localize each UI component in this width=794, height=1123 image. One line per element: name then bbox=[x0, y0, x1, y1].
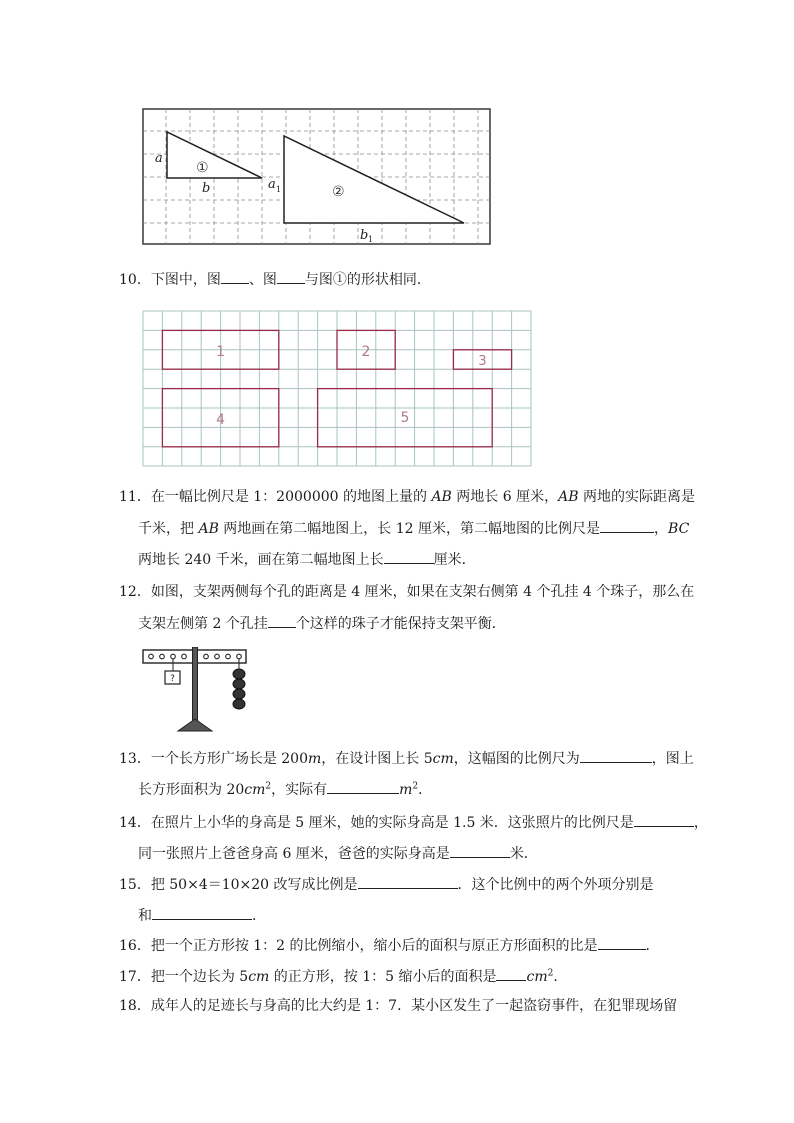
stand-base bbox=[178, 719, 212, 731]
question-15-line-1: 15．把 50×4＝10×20 改写成比例是 ．这个比例中的两个外项分别是 bbox=[119, 874, 654, 895]
question-11-line-1: 11．在一幅比例尺是 1：2000000 的地图上量的 AB 两地长 6 厘米，AB 两地的实际距离是 bbox=[119, 489, 695, 505]
question-17: 17．把一个边长为 5cm 的正方形，按 1：5 缩小后的面积是 $cm^2$． bbox=[119, 966, 567, 987]
question-18-line-1: 18．成年人的足迹长与身高的比大约是 1：7．某小区发生了一起盗窃事件，在犯罪现场留 bbox=[119, 998, 678, 1014]
answer-blank[interactable] bbox=[496, 966, 526, 981]
rect-label-1: 1 bbox=[216, 344, 226, 360]
question-12-line-1: 12．如图，支架两侧每个孔的距离是 4 厘米，如果在支架右侧第 4 个孔挂 4 个珠子，那么在 bbox=[119, 584, 695, 600]
question-10: 10．下图中，图 、图 与图①的形状相同． bbox=[119, 269, 431, 290]
rectangle-grid-figure bbox=[142, 310, 534, 468]
label-b1-sub: 1 bbox=[368, 235, 374, 244]
rect-label-2: 2 bbox=[361, 344, 371, 360]
answer-blank[interactable] bbox=[277, 269, 305, 284]
triangle-2-number: ② bbox=[332, 184, 345, 200]
label-a1: a bbox=[268, 177, 276, 192]
answer-blank[interactable] bbox=[384, 549, 434, 564]
balance-stand-figure bbox=[142, 647, 248, 733]
stand-pole bbox=[193, 647, 198, 725]
label-b: b bbox=[202, 181, 211, 196]
question-13-line-1: 13．一个长方形广场长是 200m，在设计图上长 5cm，这幅图的比例尺为 ，图上 bbox=[119, 748, 694, 769]
question-15-line-2: 和 ． bbox=[138, 905, 266, 926]
question-12-line-2: 支架左侧第 2 个孔挂 个这样的珠子才能保持支架平衡． bbox=[138, 613, 506, 634]
answer-blank[interactable] bbox=[358, 874, 458, 889]
answer-blank[interactable] bbox=[268, 613, 296, 628]
question-13-line-2: 长方形面积为 $20cm^2$，实际有 $m^2$． bbox=[138, 779, 432, 800]
answer-blank[interactable] bbox=[221, 269, 249, 284]
answer-blank[interactable] bbox=[327, 779, 399, 794]
rect-label-3: 3 bbox=[478, 354, 487, 369]
question-16: 16．把一个正方形按 1：2 的比例缩小，缩小后的面积与原正方形面积的比是 ． bbox=[119, 935, 660, 956]
rect-label-5: 5 bbox=[400, 410, 410, 426]
answer-blank[interactable] bbox=[600, 518, 654, 533]
question-11-line-3: 两地长 240 千米，画在第二幅地图上长 厘米． bbox=[138, 549, 476, 570]
answer-blank[interactable] bbox=[450, 843, 510, 858]
answer-blank[interactable] bbox=[634, 812, 694, 827]
unknown-box-label: ? bbox=[170, 674, 175, 684]
triangle-1-number: ① bbox=[196, 160, 209, 176]
label-a1-sub: 1 bbox=[276, 185, 282, 194]
question-14-line-2: 同一张照片上爸爸身高 6 厘米，爸爸的实际身高是 米． bbox=[138, 843, 538, 864]
question-11-line-2: 千米，把 AB 两地画在第二幅地图上，长 12 厘米，第二幅地图的比例尺是 ，BC bbox=[138, 518, 689, 539]
question-14-line-1: 14．在照片上小华的身高是 5 厘米，她的实际身高是 1.5 米．这张照片的比例尺是 ， bbox=[119, 812, 708, 833]
label-a: a bbox=[155, 151, 163, 166]
triangle-grid-figure bbox=[142, 108, 492, 246]
rect-label-4: 4 bbox=[216, 412, 226, 428]
answer-blank[interactable] bbox=[580, 748, 652, 763]
label-b1: b bbox=[360, 228, 369, 243]
answer-blank[interactable] bbox=[152, 905, 252, 920]
beads bbox=[233, 669, 245, 709]
answer-blank[interactable] bbox=[598, 935, 646, 950]
